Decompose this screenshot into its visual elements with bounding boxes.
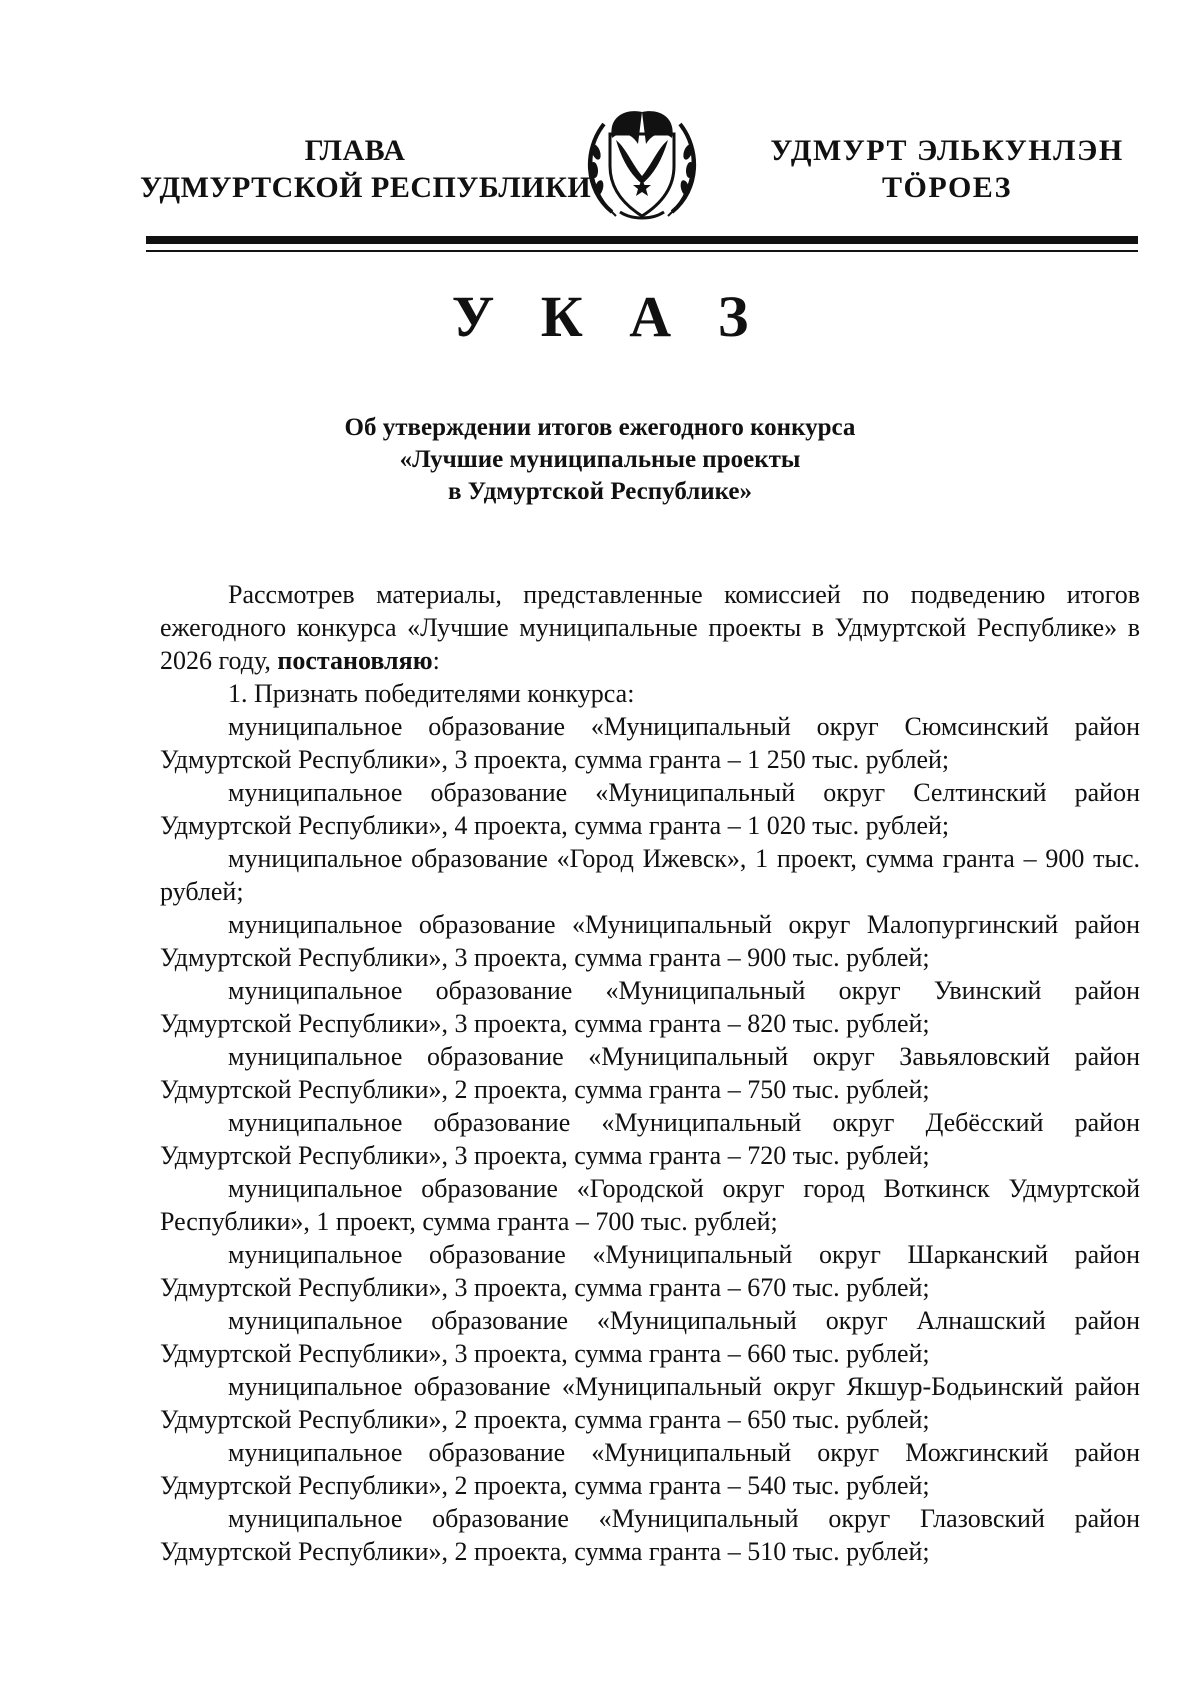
subject-line-2: «Лучшие муниципальные проекты (399, 446, 801, 473)
header-right-line2: ТӦРОЕЗ (881, 171, 1013, 204)
winner-paragraph: муниципальное образование «Городской округ город Воткинск Удмуртской Республики», 1 проект, сумма гранта – 700 тыс. рублей; (160, 1174, 1140, 1236)
header-divider-thin (146, 250, 1138, 252)
document-type-title: У К А З (451, 284, 765, 349)
winner-paragraph: муниципальное образование «Муниципальный округ Якшур-Бодьинский район Удмуртской Республики», 2 проекта, сумма гранта – 650 тыс. рублей; (160, 1372, 1140, 1434)
winner-paragraph: муниципальное образование «Муниципальный округ Дебёсский район Удмуртской Республики», 3 проекта, сумма гранта – 720 тыс. рублей; (160, 1108, 1140, 1170)
decree-body (160, 578, 1140, 1568)
winner-paragraph: муниципальное образование «Муниципальный округ Шарканский район Удмуртской Республики», 3 проекта, сумма гранта – 670 тыс. рублей; (160, 1240, 1140, 1302)
intro-colon: : (432, 646, 440, 675)
subject-line-1: Об утверждении итогов ежегодного конкурса (344, 414, 856, 441)
header-left-line2: УДМУРТСКОЙ РЕСПУБЛИКИ (140, 171, 592, 204)
header-right-title (752, 132, 1142, 206)
intro-resolve-word: постановляю (277, 646, 433, 675)
winner-paragraph: муниципальное образование «Муниципальный округ Завьяловский район Удмуртской Республики», 2 проекта, сумма гранта – 750 тыс. рублей; (160, 1042, 1140, 1104)
header-left-title (140, 132, 592, 206)
header-right-line1: УДМУРТ ЭЛЬКУНЛЭН (770, 134, 1124, 167)
header-left-line1: ГЛАВА (304, 134, 406, 167)
winner-paragraph: муниципальное образование «Муниципальный округ Глазовский район Удмуртской Республики», 2 проекта, сумма гранта – 510 тыс. рублей; (160, 1504, 1140, 1566)
winner-paragraph: муниципальное образование «Муниципальный округ Сюмсинский район Удмуртской Республики», 3 проекта, сумма гранта – 1 250 тыс. рублей; (160, 712, 1140, 774)
winner-paragraph: муниципальное образование «Муниципальный округ Алнашский район Удмуртской Республики», 3 проекта, сумма гранта – 660 тыс. рублей; (160, 1306, 1140, 1368)
winner-paragraph: муниципальное образование «Муниципальный округ Малопургинский район Удмуртской Республики», 3 проекта, сумма гранта – 900 тыс. рублей; (160, 910, 1140, 972)
udmurt-coat-of-arms-icon (582, 104, 702, 226)
winner-paragraph: муниципальное образование «Муниципальный округ Увинский район Удмуртской Республики», 3 проекта, сумма гранта – 820 тыс. рублей; (160, 976, 1140, 1038)
header-divider-thick (146, 236, 1138, 244)
winner-paragraph: муниципальное образование «Муниципальный округ Селтинский район Удмуртской Республики», 4 проекта, сумма гранта – 1 020 тыс. рублей; (160, 778, 1140, 840)
intro-text: Рассмотрев материалы, представленные комиссией по подведению итогов ежегодного конкурса «Лучшие муниципальные проекты в Удмуртской Республике» в 2026 году, (160, 580, 1140, 675)
winner-paragraph: муниципальное образование «Муниципальный округ Можгинский район Удмуртской Республики», 2 проекта, сумма гранта – 540 тыс. рублей; (160, 1438, 1140, 1500)
item-1-paragraph: 1. Признать победителями конкурса: (228, 679, 635, 708)
subject-line-3: в Удмуртской Республике» (447, 478, 753, 505)
intro-paragraph (160, 578, 1140, 677)
winner-paragraph: муниципальное образование «Город Ижевск», 1 проект, сумма гранта – 900 тыс. рублей; (160, 844, 1140, 906)
document-subject (200, 412, 1000, 508)
